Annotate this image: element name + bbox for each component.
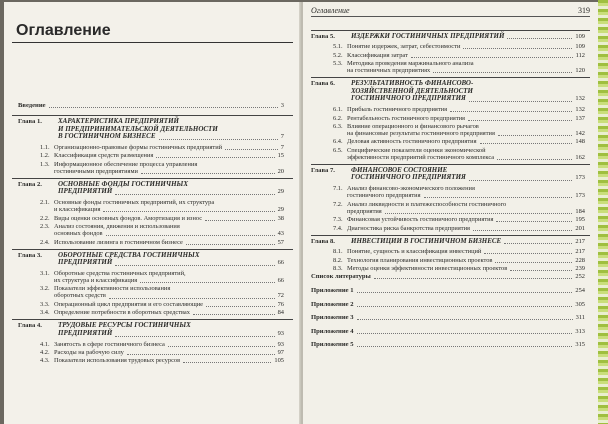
dot-leader — [183, 362, 271, 363]
page-ref: 217 — [575, 248, 585, 256]
dot-leader — [484, 253, 572, 254]
section-number: 4.3. — [40, 357, 50, 365]
dot-leader — [141, 173, 275, 174]
running-head-title: Оглавление — [311, 6, 350, 15]
toc-top-entry — [311, 328, 585, 335]
page-ref: 72 — [277, 292, 284, 300]
section-title-line: Деловая активность гостиничного предприятия — [347, 138, 477, 146]
toc-section — [311, 257, 585, 264]
section-title-line: основных фондов — [54, 230, 103, 238]
section-title-line: Операционный цикл предприятия и его составляющие — [54, 300, 204, 308]
dot-leader — [468, 120, 572, 121]
chapter-separator — [311, 164, 590, 165]
section-number: 3.4. — [40, 309, 50, 317]
section-title-line: Занятость в сфере гостиничного бизнеса — [54, 340, 165, 348]
dot-leader — [115, 265, 275, 266]
section-title-line: Организационно-правовые формы гостиничных предприятий — [54, 144, 223, 151]
toc-section — [18, 239, 284, 246]
section-title-line: Информационное обеспечение процесса управления — [54, 160, 198, 168]
toc-section — [18, 341, 284, 348]
section-number: 3.2. — [40, 285, 50, 293]
page-ref: 105 — [274, 357, 284, 365]
section-number: 1.1. — [40, 144, 50, 151]
chapter-label: Глава 6. — [311, 80, 335, 87]
chapter-title-line: ХОЗЯЙСТВЕННОЙ ДЕЯТЕЛЬНОСТИ — [351, 86, 473, 95]
page-ref: 66 — [277, 259, 284, 267]
section-title-line: Виды оценки основных фондов. Амортизация и износ — [54, 214, 203, 222]
page-ref: 84 — [277, 309, 284, 317]
toc-top-entry — [311, 341, 585, 348]
toc-section — [18, 301, 284, 308]
section-title-line: Показатели использования трудовых ресурсов — [54, 357, 181, 365]
toc-section — [18, 357, 284, 364]
dot-leader — [433, 72, 572, 73]
page-ref: 252 — [575, 273, 585, 281]
toc-section — [311, 216, 585, 223]
dot-leader — [469, 180, 572, 181]
toc-section — [311, 138, 585, 145]
chapter-title-line: ИНВЕСТИЦИИ В ГОСТИНИЧНОМ БИЗНЕСЕ — [351, 236, 502, 245]
chapter-title-line: ГОСТИНИЧНОГО ПРЕДПРИЯТИЯ — [351, 173, 466, 182]
page-ref: 97 — [277, 349, 284, 356]
section-title-line: Показатели эффективности использования — [54, 285, 171, 293]
toc-top-entry — [18, 102, 284, 109]
page-ref: 76 — [277, 300, 284, 308]
section-number: 7.3. — [333, 216, 343, 224]
entry-label: Приложение 1 — [311, 287, 354, 294]
dot-leader — [49, 107, 278, 108]
dot-leader — [206, 306, 275, 307]
entry-label: Приложение 2 — [311, 300, 354, 308]
dot-leader — [357, 333, 572, 334]
entry-label: Список литературы — [311, 273, 371, 281]
page-ref: 132 — [575, 106, 585, 114]
section-title-line: на финансовые результаты гостиничного предприятия — [347, 129, 495, 137]
title-box — [12, 11, 293, 43]
chapter-separator — [12, 319, 293, 320]
section-number: 2.3. — [40, 223, 50, 231]
section-number: 5.3. — [333, 60, 343, 67]
page-ref: 57 — [277, 238, 284, 246]
dot-leader — [156, 157, 275, 158]
dot-leader — [186, 244, 275, 245]
page-title: Оглавление — [16, 22, 111, 39]
section-number: 7.2. — [333, 200, 343, 208]
dot-leader — [510, 270, 572, 271]
chapter-separator — [311, 235, 590, 236]
toc-section — [311, 201, 585, 215]
page-number: 319 — [578, 6, 590, 15]
section-number: 2.4. — [40, 238, 50, 246]
page-ref: 109 — [575, 43, 585, 51]
toc-section — [311, 147, 585, 161]
chapter-label: Глава 2. — [18, 180, 42, 188]
chapter-title-line: ОСНОВНЫЕ ФОНДЫ ГОСТИНИЧНЫХ — [58, 179, 188, 188]
page-ref: 315 — [575, 341, 585, 349]
chapter-separator — [12, 115, 293, 116]
section-title-line: Расходы на рабочую силу — [54, 349, 124, 356]
chapter-label: Глава 8. — [311, 237, 335, 245]
toc-chapter — [18, 118, 284, 141]
section-number: 8.1. — [333, 248, 343, 256]
dot-leader — [424, 197, 572, 198]
chapter-title-line: ОБОРОТНЫЕ СРЕДСТВА ГОСТИНИЧНЫХ — [58, 250, 200, 259]
section-title-line: Анализ ликвидности и платежеспособности гостиничного — [347, 200, 507, 208]
chapter-title-line: ПРЕДПРИЯТИЙ — [58, 258, 113, 267]
running-head — [311, 6, 590, 17]
chapter-label: Глава 1. — [18, 117, 42, 125]
chapter-title-line: ПРЕДПРИЯТИЙ — [58, 328, 113, 337]
chapter-title-line: В ГОСТИНИЧНОМ БИЗНЕСЕ — [58, 132, 156, 141]
page-ref: 43 — [277, 230, 284, 238]
page-ref: 93 — [277, 340, 284, 348]
dot-leader — [115, 336, 275, 337]
page-ref: 112 — [575, 51, 585, 59]
dot-leader — [159, 139, 278, 140]
section-number: 6.1. — [333, 106, 343, 114]
section-title-line: гостиничного предприятия — [347, 192, 421, 200]
dot-leader — [497, 159, 572, 160]
section-title-line: Классификация средств размещения — [54, 152, 154, 160]
toc-chapter — [18, 181, 284, 196]
section-title-line: Понятие, сущность и классификация инвестиций — [347, 248, 482, 256]
dot-leader — [205, 220, 275, 221]
dot-leader — [507, 38, 572, 39]
dot-leader — [357, 346, 572, 347]
toc-section — [311, 265, 585, 272]
section-number: 2.2. — [40, 214, 50, 222]
section-title-line: гостиничными предприятиями — [54, 167, 138, 175]
section-title-line: Влияние операционного и финансового рычагов — [347, 122, 479, 130]
toc-section — [18, 161, 284, 175]
toc-chapter — [311, 167, 585, 182]
dot-leader — [463, 48, 572, 49]
dot-leader — [495, 262, 572, 263]
page-ref: 20 — [277, 167, 284, 175]
section-title-line: Специфические показатели оценки экономической — [347, 146, 486, 154]
toc-chapter — [18, 252, 284, 267]
entry-label: Приложение 4 — [311, 327, 354, 335]
chapter-title-line: ТРУДОВЫЕ РЕСУРСЫ ГОСТИНИЧНЫХ — [58, 321, 191, 330]
section-title-line: их структура и классификация — [54, 276, 138, 284]
toc-chapter — [311, 33, 585, 41]
section-title-line: на гостиничных предприятиях — [347, 67, 431, 75]
chapter-title-line: ПРЕДПРИЯТИЙ — [58, 187, 113, 196]
section-title-line: Рентабельность гостиничного предприятия — [347, 114, 465, 122]
page-ref: 15 — [277, 152, 284, 160]
dot-leader — [357, 292, 572, 293]
page-edge-tabs — [598, 0, 608, 424]
toc-section — [311, 60, 585, 74]
page-ref: 137 — [575, 114, 585, 122]
left-page — [4, 2, 301, 424]
dot-leader — [140, 282, 275, 283]
page-ref: 7 — [280, 144, 284, 151]
toc-section — [18, 270, 284, 284]
page-ref: 195 — [575, 216, 585, 224]
page-ref: 7 — [280, 133, 284, 141]
section-title-line: оборотных средств — [54, 292, 106, 300]
section-number: 6.4. — [333, 138, 343, 146]
page-ref: 313 — [575, 327, 585, 335]
dot-leader — [357, 306, 572, 307]
page-ref: 173 — [575, 192, 585, 200]
toc-section — [311, 225, 585, 232]
section-title-line: Диагностика риска банкротства предприятия — [347, 224, 470, 232]
chapter-title-line: ИЗДЕРЖКИ ГОСТИНИЧНЫХ ПРЕДПРИЯТИЙ — [351, 31, 505, 40]
section-title-line: Технология планирования инвестиционных проектов — [347, 256, 493, 264]
toc-section — [311, 52, 585, 59]
dot-leader — [450, 111, 572, 112]
page-ref: 38 — [277, 214, 284, 222]
dot-leader — [411, 57, 573, 58]
dot-leader — [385, 213, 572, 214]
toc-section — [18, 223, 284, 237]
dot-leader — [504, 243, 572, 244]
page-ref: 201 — [575, 224, 585, 232]
toc-section — [311, 248, 585, 255]
page-ref: 228 — [575, 256, 585, 264]
toc-section — [311, 123, 585, 137]
dot-leader — [357, 319, 573, 320]
chapter-label: Глава 5. — [311, 32, 335, 40]
chapter-separator — [311, 30, 590, 31]
toc-top-entry — [311, 273, 585, 280]
page-ref: 254 — [575, 287, 585, 294]
dot-leader — [103, 211, 275, 212]
page-ref: 132 — [575, 95, 585, 103]
section-title-line: Прибыль гостиничного предприятия — [347, 106, 448, 114]
dot-leader — [106, 235, 275, 236]
toc-chapter — [18, 322, 284, 337]
chapter-title-line: ГОСТИНИЧНОГО ПРЕДПРИЯТИЯ — [351, 94, 466, 103]
page-ref: 162 — [575, 153, 585, 161]
section-title-line: Методы оценки эффективности инвестиционных проектов — [347, 265, 508, 272]
dot-leader — [109, 298, 275, 299]
dot-leader — [127, 354, 275, 355]
section-title-line: Анализ состояния, движения и использования — [54, 223, 180, 231]
section-number: 4.1. — [40, 340, 50, 348]
section-title-line: Определение потребности в оборотных средствах — [54, 309, 190, 317]
page-ref: 66 — [277, 276, 284, 284]
section-title-line: Понятие издержек, затрат, себестоимости — [347, 43, 461, 51]
chapter-label: Глава 4. — [18, 322, 42, 330]
section-number: 5.2. — [333, 51, 343, 59]
page-ref: 3 — [280, 102, 284, 109]
section-title-line: эффективности предприятий гостиничного комплекса — [347, 153, 495, 161]
chapter-separator — [12, 249, 293, 250]
section-title-line: Основные фонды гостиничных предприятий, их структура — [54, 199, 215, 207]
section-title-line: Оборотные средства гостиничных предприятий, — [54, 269, 186, 277]
page-ref: 29 — [277, 206, 284, 214]
dot-leader — [469, 101, 572, 102]
section-number: 7.1. — [333, 185, 343, 193]
section-title-line: Финансовая устойчивость гостиничного предприятия — [347, 216, 494, 224]
toc-section — [18, 215, 284, 222]
section-title-line: Анализ финансово-экономического положения — [347, 185, 475, 193]
section-number: 4.2. — [40, 349, 50, 356]
section-number: 8.2. — [333, 256, 343, 264]
toc-section — [311, 43, 585, 50]
page-ref: 142 — [575, 129, 585, 137]
chapter-title-line: ФИНАНСОВОЕ СОСТОЯНИЕ — [351, 165, 448, 174]
section-number: 2.1. — [40, 199, 50, 207]
dot-leader — [480, 143, 572, 144]
chapter-label: Глава 3. — [18, 251, 42, 259]
page-ref: 120 — [575, 67, 585, 75]
section-title-line: Использование лизинга в гостиничном бизнесе — [54, 238, 183, 246]
section-number: 5.1. — [333, 43, 343, 51]
page-ref: 109 — [575, 32, 585, 40]
entry-label: Приложение 3 — [311, 314, 354, 322]
toc-chapter — [311, 238, 585, 246]
section-number: 3.1. — [40, 269, 50, 277]
dot-leader — [473, 230, 572, 231]
dot-leader — [193, 314, 275, 315]
section-number: 6.5. — [333, 146, 343, 154]
section-number: 7.4. — [333, 224, 343, 232]
chapter-label: Глава 7. — [311, 166, 335, 174]
entry-label: Введение — [18, 102, 46, 109]
chapter-separator — [12, 178, 293, 179]
section-number: 3.3. — [40, 300, 50, 308]
dot-leader — [496, 221, 572, 222]
toc-section — [311, 115, 585, 122]
dot-leader — [168, 346, 275, 347]
section-number: 6.2. — [333, 114, 343, 122]
toc-section — [18, 349, 284, 356]
page-ref: 239 — [575, 265, 585, 272]
entry-label: Приложение 5 — [311, 341, 354, 349]
toc-section — [18, 199, 284, 213]
chapter-separator — [311, 77, 590, 78]
section-number: 1.3. — [40, 160, 50, 168]
dot-leader — [225, 149, 278, 150]
toc-section — [18, 144, 284, 151]
section-number: 8.3. — [333, 265, 343, 272]
chapter-title-line: ХАРАКТЕРИСТИКА ПРЕДПРИЯТИЙ — [58, 116, 179, 125]
chapter-title-line: РЕЗУЛЬТАТИВНОСТЬ ФИНАНСОВО- — [351, 79, 474, 87]
page-ref: 311 — [575, 314, 585, 322]
toc-top-entry — [311, 301, 585, 308]
toc-chapter — [311, 80, 585, 103]
section-title-line: Методика проведения маржинального анализа — [347, 60, 474, 67]
page-ref: 305 — [575, 300, 585, 308]
dot-leader — [115, 194, 275, 195]
chapter-title-line: И ПРЕДПРИНИМАТЕЛЬСКОЙ ДЕЯТЕЛЬНОСТИ — [58, 124, 218, 133]
page-ref: 173 — [575, 174, 585, 182]
section-title-line: и классификация — [54, 206, 101, 214]
section-title-line: Классификация затрат — [347, 51, 408, 59]
toc-section — [18, 285, 284, 299]
section-number: 1.2. — [40, 152, 50, 160]
dot-leader — [498, 135, 572, 136]
page-ref: 184 — [575, 207, 585, 215]
page-ref: 148 — [575, 138, 585, 146]
toc-section — [18, 152, 284, 159]
section-title-line: предприятия — [347, 207, 382, 215]
toc-section — [18, 309, 284, 316]
page-ref: 217 — [575, 237, 585, 245]
toc-section — [311, 106, 585, 113]
toc-section — [311, 185, 585, 199]
toc-top-entry — [311, 314, 585, 321]
page-ref: 29 — [277, 188, 284, 196]
right-page — [303, 2, 598, 424]
page-ref: 93 — [277, 329, 284, 337]
toc-top-entry — [311, 287, 585, 294]
section-number: 6.3. — [333, 122, 343, 130]
dot-leader — [374, 278, 572, 279]
